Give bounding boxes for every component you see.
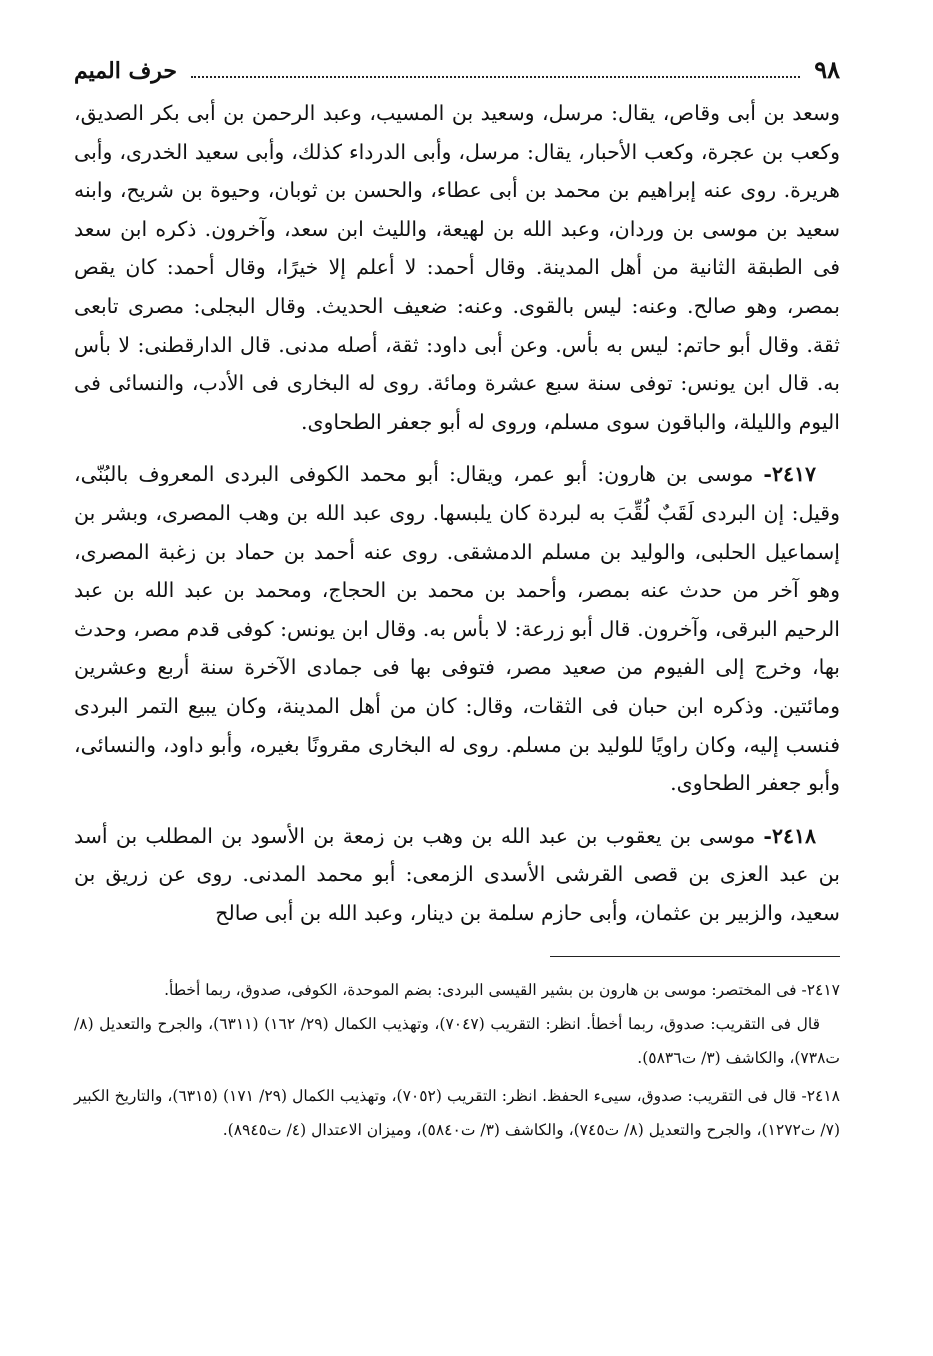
footnote-separator — [550, 956, 840, 957]
page-header — [74, 36, 840, 88]
entry-2417 — [74, 455, 840, 802]
entry-text: موسى بن هارون: أبو عمر، ويقال: أبو محمد الكوفى البردى المعروف بالبُنّى، وقيل: إن البردى لَقَبٌ لُقِّبَ به لبردة كان يلبسها. روى عبد الله بن وهب المصرى، وبشر بن إسماعيل الحلبى، والوليد بن مسلم الدمشقى. روى عنه أحمد بن حماد بن زغبة المصرى، وهو آخر من حدث عنه بمصر، وأحمد بن محمد بن الحجاج، ومحمد بن عبد الله بن عبد الرحيم البرقى، وآخرون. قال أبو زرعة: لا بأس به. وقال ابن يونس: كوفى قدم مصر، وحدث بها، وخرج إلى الفيوم من صعيد مصر، فتوفى بها فى جمادى الآخرة سنة أربع وعشرين ومائتين. وذكره ابن حبان فى الثقات، وقال: كان من أهل المدينة، وكان يبيع التمر البردى فنسب إليه، وكان راويًا للوليد بن مسلم. روى له البخارى مقرونًا بغيره، وأبو داود، والنسائى، وأبو جعفر الطحاوى. — [74, 462, 840, 796]
footnote-2418: ٢٤١٨- قال فى التقريب: صدوق، سيىء الحفظ. انظر: التقريب (٧٠٥٢)، وتهذيب الكمال (٢٩/ ١٧١) (٦٣١٥)، والتاريخ الكبير (٧/ ت١٢٧٢)، والجرح والتعديل (٨/ ت٧٤٥)، والكاشف (٣/ ت٥٨٤٠)، وميزان الاعتدال (٤/ ت٨٩٤٥). — [74, 1087, 840, 1140]
footnote-2417-references: قال فى التقريب: صدوق، ربما أخطأ. انظر: التقريب (٧٠٤٧)، وتهذيب الكمال (٢٩/ ١٦٢) (٦٣١١)، والجرح والتعديل (٨/ ت٧٣٨)، والكاشف (٣/ ت٥٨٣٦). — [74, 1015, 840, 1068]
footnotes — [74, 973, 840, 1147]
footnote-2417-summary: ٢٤١٧- فى المختصر: موسى بن هارون بن بشير القيسى البردى: بضم الموحدة، الكوفى، صدوق، ربما أخطأ. — [164, 981, 840, 1000]
continued-paragraph: وسعد بن أبى وقاص، يقال: مرسل، وسعيد بن المسيب، وعبد الرحمن بن أبى بكر الصديق، وكعب بن عجرة، وكعب الأحبار، يقال: مرسل، وأبى الدرداء كذلك، وأبى سعيد الخدرى، وأبى هريرة. روى عنه إبراهيم بن محمد بن أبى عطاء، والحسن بن ثوبان، وحيوة بن شريح، وابنه سعيد بن موسى بن وردان، وعبد الله بن لهيعة، والليث ابن سعد، وآخرون. ذكره ابن سعد فى الطبقة الثانية من أهل المدينة. وقال أحمد: لا أعلم إلا خيرًا، وقال أحمد: كان يقص بمصر، وهو صالح. وعنه: ليس بالقوى. وعنه: ضعيف الحديث. وقال البجلى: مصرى تابعى ثقة. وقال أبو حاتم: ليس به بأس. وعن أبى داود: ثقة، أصله مدنى. قال الدارقطنى: لا بأس به. قال ابن يونس: توفى سنة سبع عشرة ومائة. روى له البخارى فى الأدب، والنسائى فى اليوم والليلة، والباقون سوى مسلم، وروى له أبو جعفر الطحاوى. — [74, 101, 840, 434]
main-text — [74, 94, 840, 932]
header-dotted-leader — [191, 75, 800, 78]
entry-number: ٢٤١٨- — [763, 823, 816, 848]
entry-number: ٢٤١٧- — [763, 462, 816, 487]
book-page — [74, 36, 840, 1336]
entry-2418 — [74, 817, 840, 933]
page-number: ٩٨ — [814, 55, 840, 84]
chapter-title: حرف الميم — [74, 58, 178, 84]
entry-text: موسى بن يعقوب بن عبد الله بن وهب بن زمعة بن الأسود بن المطلب بن أسد بن عبد العزى بن قصى القرشى الأسدى الزمعى: أبو محمد المدنى. روى عن زريق بن سعيد، والزبير بن عثمان، وأبى حازم سلمة بن دينار، وعبد الله بن أبى صالح — [74, 823, 840, 925]
